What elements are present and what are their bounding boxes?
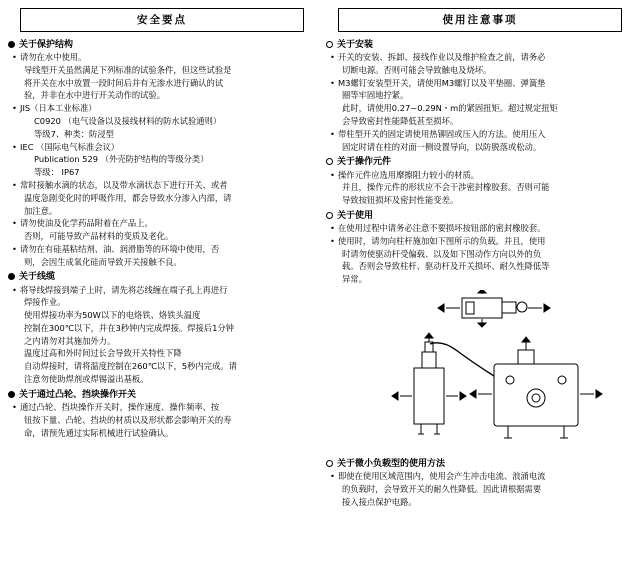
list-subtext: 温度过高和外时间过长会导致开关特性下降 (24, 348, 182, 359)
list-subtext: 之内请勿对其施加外力。 (24, 335, 116, 346)
list-subtext: 自动焊接时，请将温度控制在260℃以下，5秒内完成。请 (24, 361, 237, 372)
list-subtext: 则，会因生成氧化硅而导致开关接触不良。 (24, 256, 182, 267)
section-installation (326, 39, 634, 153)
right-column (326, 6, 634, 578)
section-heading (326, 156, 634, 168)
list-subtext: 控制在300℃以下，并在3秒钟内完成焊接。焊接后1分钟 (24, 322, 234, 333)
list-subtext: 将开关在水中放置一段时间后并有无渗水进行确认的试 (24, 77, 224, 88)
list-marker: • (12, 218, 17, 229)
list-subtext: 否则，可能导致产品材料的变质及老化。 (24, 231, 174, 242)
ring-bullet-icon (326, 460, 333, 467)
section-heading-label: 关于操作元件 (337, 157, 392, 168)
list-subtext: 命，请预先通过实际机械进行试验确认。 (24, 427, 174, 438)
list-marker: • (12, 52, 17, 63)
list-subtext: 注意勿使助焊剂或焊锡溢出基板。 (24, 374, 149, 385)
list-item (330, 471, 634, 483)
bullet-icon (8, 41, 15, 48)
list-text: 请勿在水中使用。 (20, 52, 87, 63)
section-heading (8, 39, 316, 51)
list-subtext: C0920 （电气设备以及接线材料的防水试验通则） (34, 116, 222, 127)
section-heading-label: 关于通过凸轮、挡块操作开关 (19, 389, 137, 400)
list-subtext: 温度急剧变化时的呼吸作用，都会导致水分渗入内部，请 (24, 192, 232, 203)
list-subtext: 切断电源。否则可能会导致触电及烧坏。 (342, 64, 492, 75)
list-item (330, 236, 634, 248)
list-marker: • (12, 179, 17, 190)
list-text: 使用时，请勿向柱杆施加如下图所示的负载。并且，使用 (338, 235, 546, 246)
list-item (330, 78, 634, 90)
section-heading (326, 39, 634, 51)
list-text: 请勿在有硅基粘结剂、油、润滑脂等的环境中使用，否 (20, 243, 220, 254)
section-heading (326, 210, 634, 222)
section-heading (8, 389, 316, 401)
list-text: 在使用过程中请务必注意不要损坏按钮部的密封橡胶套。 (338, 223, 546, 234)
section-cable (8, 271, 316, 385)
list-marker: • (12, 401, 17, 412)
list-text: 操作元件应选用摩擦阻力较小的材质。 (338, 169, 480, 180)
list-marker: • (12, 141, 17, 152)
list-subtext: 焊接作业。 (24, 297, 66, 308)
list-subtext: 钮按下量、凸轮、挡块的材质以及形状都会影响开关的寿 (24, 414, 232, 425)
list-text: 通过凸轮、挡块操作开关时，操作速度、操作频率、按 (20, 401, 220, 412)
switch-diagram (326, 290, 626, 458)
list-subtext: 加注意。 (24, 205, 58, 216)
section-usage (326, 210, 634, 286)
section-heading-label: 关于安装 (337, 40, 374, 50)
list-item (12, 218, 316, 230)
list-item (12, 244, 316, 256)
section-heading-label: 关于保护结构 (19, 40, 74, 50)
list-text: 将导线焊接到端子上时，请先将芯线缠在端子孔上再进行 (20, 284, 228, 295)
list-subtext: 会导致密封性能降低甚至损坏。 (342, 116, 459, 127)
list-marker: • (12, 284, 17, 295)
list-subtext: 固定时请在柱的对面一侧设置导向，以防脱落或松动。 (342, 141, 542, 152)
right-title: 使用注意事项 (338, 8, 622, 32)
list-subtext: 并且，操作元件的形状应不会干涉密封橡胶套。否则可能 (342, 182, 550, 193)
list-subtext: Publication 529 （外壳防护结构的等级分类） (34, 154, 209, 165)
list-marker: • (330, 471, 335, 482)
list-text: 请勿使油及化学药品附着在产品上。 (20, 218, 153, 229)
list-subtext: 导线型开关虽然满足下列标准的试验条件，但这些试验是 (24, 64, 232, 75)
list-marker: • (330, 128, 335, 139)
list-text: 带柱型开关的固定请使用热铆固或压入的方法。使用压入 (338, 128, 546, 139)
list-marker: • (330, 223, 335, 234)
section-operating-element (326, 156, 634, 206)
list-marker: • (330, 77, 335, 88)
ring-bullet-icon (326, 212, 333, 219)
list-item (12, 142, 316, 154)
list-item (330, 223, 634, 235)
section-heading-label: 关于使用 (337, 210, 374, 221)
section-cam-operation (8, 389, 316, 439)
list-text: 即使在使用区域范围内，使用会产生冲击电流、浪涌电流 (338, 471, 546, 482)
list-item (12, 180, 316, 192)
list-marker: • (330, 52, 335, 63)
list-subtext: 此时，请使用0.27~0.29N・m的紧固扭矩。超过规定扭矩 (342, 103, 558, 114)
section-micro-load (326, 458, 634, 508)
list-subtext: 异常。 (342, 274, 367, 285)
list-text: IEC （国际电气标准会议） (20, 141, 120, 152)
list-item (330, 170, 634, 182)
list-text: M3螺钉安装型开关，请使用M3螺钉以及平垫圈、弹簧垫 (338, 77, 546, 88)
section-heading (326, 458, 634, 470)
list-subtext: 接入接点保护电路。 (342, 496, 417, 507)
section-heading-label: 关于线缆 (19, 272, 56, 283)
section-heading-label: 关于微小负载型的使用方法 (337, 458, 446, 469)
list-item (12, 52, 316, 64)
list-item (330, 129, 634, 141)
list-subtext: 载。否则会导致柱杆、驱动杆及开关损坏、耐久性降低等 (342, 261, 550, 272)
ring-bullet-icon (326, 158, 333, 165)
load-direction-figures (326, 290, 634, 458)
list-subtext: 时请勿使驱动杆受偏载、以及如下图动作方向以外的负 (342, 248, 542, 259)
list-subtext: 等级： IP67 (34, 167, 80, 178)
section-protection-structure (8, 39, 316, 268)
list-text: 常时接触水滴的状态，以及带水滴状态下进行开关、或者 (20, 179, 228, 190)
bullet-icon (8, 391, 15, 398)
left-title: 安全要点 (20, 8, 304, 32)
list-marker: • (330, 169, 335, 180)
list-subtext: 导致按钮损坏及密封性能变差。 (342, 195, 459, 206)
list-marker: • (12, 103, 17, 114)
list-subtext: 使用焊接功率为50W以下的电烙铁、烙铁头温度 (24, 310, 201, 321)
list-item (12, 103, 316, 115)
left-column (8, 6, 316, 578)
ring-bullet-icon (326, 41, 333, 48)
list-item (12, 402, 316, 414)
list-text: JIS（日本工业标准） (20, 103, 97, 114)
list-text: 开关的安装、拆卸、接线作业以及维护检查之前，请务必 (338, 52, 546, 63)
list-subtext: 的负载时，会导致开关的耐久性降低。因此请根据需要 (342, 483, 542, 494)
section-heading (8, 271, 316, 283)
list-item (12, 285, 316, 297)
list-subtext: 圈等牢固地拧紧。 (342, 90, 409, 101)
list-subtext: 等级7、种类：防浸型 (34, 128, 114, 139)
list-item (330, 52, 634, 64)
list-marker: • (330, 235, 335, 246)
list-subtext: 验，并非在水中进行开关动作的试验。 (24, 90, 166, 101)
bullet-icon (8, 273, 15, 280)
list-marker: • (12, 243, 17, 254)
